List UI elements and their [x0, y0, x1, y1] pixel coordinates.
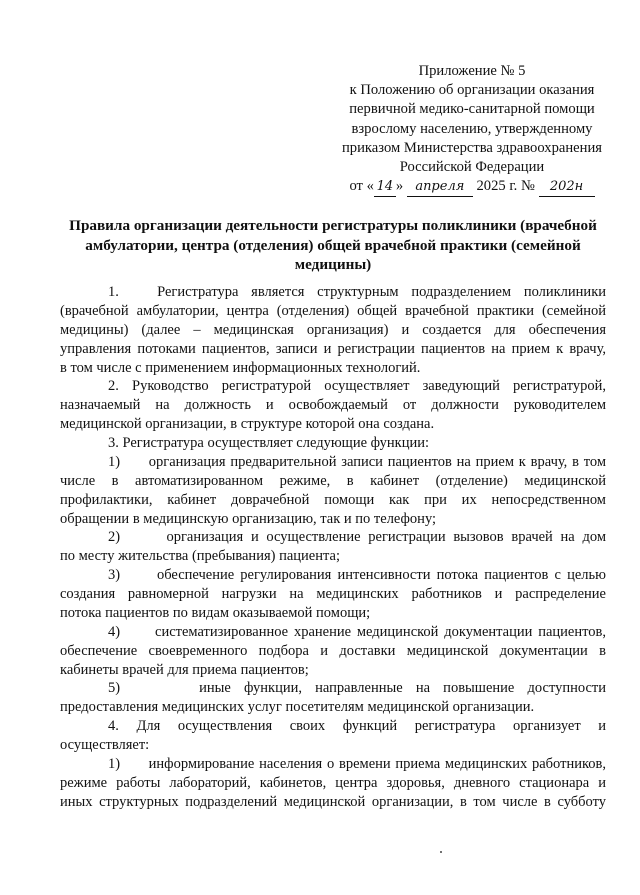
list-item-line: 1) организация предварительной записи пациентов на прием к врачу, в том [108, 453, 606, 470]
list-item-line: 2) организация и осуществление регистрации вызовов врачей на дом [108, 529, 606, 546]
order-date-line [338, 177, 606, 197]
list-item-line: потока пациентов по видам оказываемой помощи; [60, 604, 371, 621]
paragraph-line: 1. Регистратура является структурным подразделением поликлиники [108, 284, 606, 300]
handwritten-order-number: 202н [539, 177, 595, 197]
paragraph-line: в том числе с применением информационных технологий. [60, 359, 421, 376]
title-line: Правила организации деятельности регистратуры поликлиники (врачебной [69, 217, 597, 234]
paragraph-line: осуществляет: [60, 737, 150, 753]
list-item-line: предоставления медицинских услуг посетителям медицинской организации. [60, 699, 535, 716]
list-item-line: создания равномерной нагрузки на медицинских работников и распределение [60, 586, 606, 602]
document-title [60, 216, 606, 275]
appendix-number: Приложение № 5 [418, 63, 526, 79]
paragraph-line: (врачебной амбулатории, центра (отделения) общей врачебной практики (семейной [60, 302, 606, 319]
title-line: амбулатории, центра (отделения) общей врачебной практики (семейной [85, 236, 581, 254]
scan-speck [440, 851, 442, 853]
list-item-line: числе в автоматизированном режиме, в кабинет (отделение) медицинской [60, 472, 606, 489]
handwritten-month: апреля [407, 177, 473, 197]
list-item-line: 1) информирование населения о времени приема медицинских работников, [108, 755, 606, 772]
list-item-line: обращении в медицинскую организацию, так и по телефону; [60, 510, 437, 527]
header-line: Российской Федерации [399, 159, 545, 176]
paragraph-line: управления потоками пациентов, записи и регистрации пациентов на прием к врачу, [60, 340, 606, 357]
year-text: 2025 г. № [476, 178, 535, 195]
header-line: первичной медико-санитарной помощи [349, 101, 595, 118]
list-item-line: режиме работы лабораторий, кабинетов, центра здоровья, дневного стационара и [60, 774, 606, 791]
list-item-line: профилактики, кабинет доврачебной помощи как при их непосредственном [60, 491, 606, 508]
list-item-line: 5) иные функции, направленные на повышение доступности [108, 680, 606, 697]
list-item-line: иных структурных подразделений медицинской организации, в том числе в субботу [60, 793, 606, 810]
paragraph-line: медицинской организации, в структуре которой она создана. [60, 416, 435, 433]
list-item-line: кабинеты врачей для приема пациентов; [60, 661, 309, 678]
header-line: к Положению об организации оказания [349, 82, 595, 99]
date-quote: » [395, 178, 404, 195]
list-item-line: по месту жительства (пребывания) пациента; [60, 548, 340, 565]
list-item-line: обеспечение своевременного подбора и доставки медицинской документации в [60, 642, 606, 659]
list-item-line: 4) систематизированное хранение медицинской документации пациентов, [108, 623, 606, 640]
list-item-line: 3) обеспечение регулирования интенсивности потока пациентов с целью [108, 567, 606, 584]
paragraph-line: 4. Для осуществления своих функций регистратура организует и [108, 718, 606, 735]
handwritten-day: 14 [374, 177, 396, 197]
paragraph-line: назначаемый на должность и освобождаемый от должности руководителем [60, 397, 606, 414]
paragraph-line: 2. Руководство регистратурой осуществляет заведующий регистратурой, [108, 378, 606, 395]
header-line: взрослому населению, утвержденному [351, 120, 593, 137]
title-line: медицины) [294, 256, 372, 273]
paragraph-line: медицины) (далее – медицинская организация) и создается для обеспечения [60, 321, 606, 338]
document-body [60, 283, 606, 812]
date-prefix: от « [349, 178, 374, 195]
appendix-header [338, 62, 606, 197]
paragraph-line: 3. Регистратура осуществляет следующие функции: [108, 435, 430, 451]
header-line: приказом Министерства здравоохранения [342, 139, 602, 156]
